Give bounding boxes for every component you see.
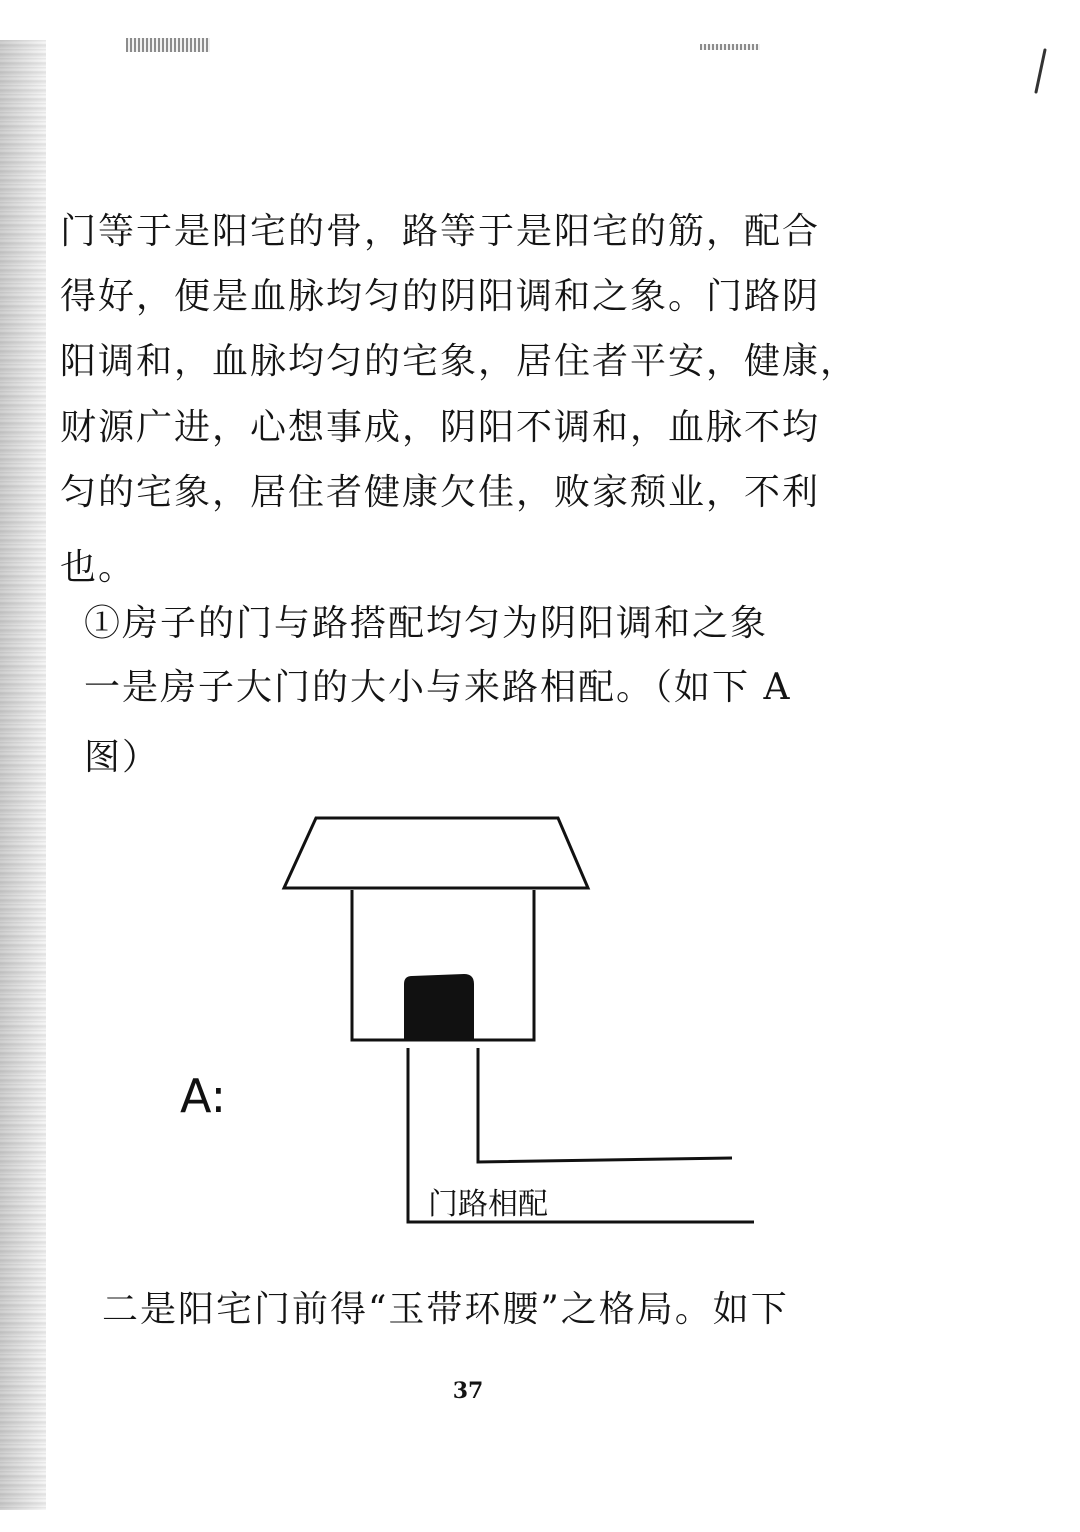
road-right-edge — [478, 1048, 732, 1162]
house-door — [404, 974, 474, 1040]
body-text-line: 财源广进，心想事成，阴阳不调和，血脉不均 — [60, 407, 821, 448]
house-road-diagram — [160, 800, 780, 1244]
scan-top-mark — [700, 44, 760, 50]
body-text-line: 阳调和，血脉均匀的宅象，居住者平安，健康， — [60, 341, 859, 382]
house-roof — [284, 818, 588, 888]
body-text-line: 门等于是阳宅的骨，路等于是阳宅的筋，配合 — [60, 211, 821, 252]
body-text-line: 二是阳宅门前得“玉带环腰”之格局。如下 — [102, 1289, 789, 1330]
body-text-line: 匀的宅象，居住者健康欠佳，败家颓业，不利 — [60, 472, 821, 513]
body-text-line: 得好，便是血脉均匀的阴阳调和之象。门路阴 — [60, 276, 821, 317]
body-text-line: 也。 — [60, 547, 137, 588]
section-text-line: 一是房子大门的大小与来路相配。（如下 A — [84, 667, 792, 708]
scan-left-edge — [0, 40, 46, 1510]
road-caption: 门路相配 — [428, 1187, 548, 1222]
pencil-mark — [1034, 48, 1046, 94]
section-heading: ①房子的门与路搭配均匀为阴阳调和之象 — [84, 603, 769, 644]
scan-top-mark — [126, 38, 210, 52]
section-text-line: 图） — [84, 737, 161, 778]
diagram-label: A: — [180, 1069, 227, 1123]
page-number: 37 — [452, 1378, 484, 1404]
